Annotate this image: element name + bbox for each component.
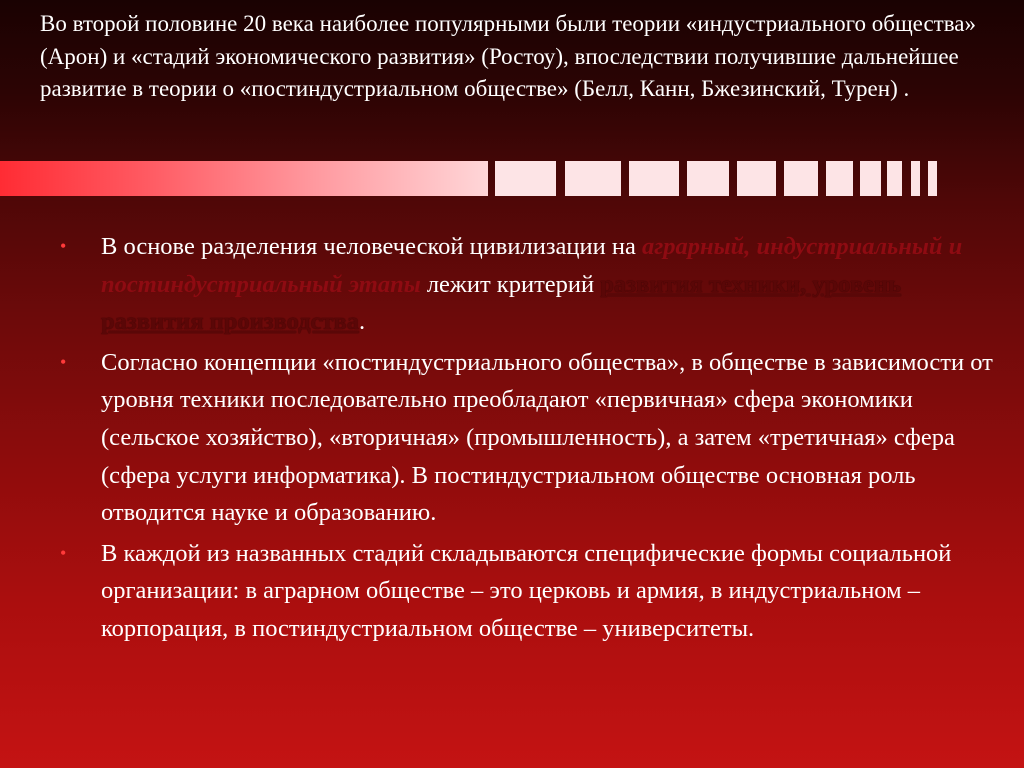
stripe-block <box>737 161 776 196</box>
stripe-block <box>687 161 729 196</box>
bullet-marker: • <box>60 351 67 372</box>
stripe-block <box>629 161 679 196</box>
bullet-item <box>60 535 1000 648</box>
bullet-list <box>60 228 1000 651</box>
bullet-item <box>60 228 1000 341</box>
stripe-block <box>860 161 881 196</box>
stripe-block <box>887 161 902 196</box>
stripe-block <box>826 161 853 196</box>
bullet-text: В каждой из названных стадий складываются специфические формы социальной организации: в аграрном обществе – это церковь и армия, в индустриальном – корпорация, в постиндустриальном обществе – университеты. <box>101 539 952 642</box>
stripe-block <box>784 161 818 196</box>
bullet-text: лежит критерий <box>420 270 601 298</box>
stripe-block <box>928 161 937 196</box>
emphasis-stages: аграрный, индустриальный и постиндустриальный этапы <box>101 233 963 298</box>
bullet-text: Согласно концепции «постиндустриального общества», в обществе в зависимости от уровня техники последовательно преобладают «первичная» сфера экономики (сельское хозяйство), «вторичная» (промышленность), а затем «третичная» сфера (сфера услуги информатика). В постиндустриальном обществе основная роль отводится науке и образованию. <box>101 348 993 527</box>
stripe-block <box>495 161 556 196</box>
bullet-text: . <box>358 308 366 336</box>
bullet-marker: • <box>60 236 67 256</box>
bullet-item <box>60 344 1000 532</box>
emphasis-criterion: развития техники, уровень развития производства <box>101 270 901 336</box>
stripe-block <box>911 161 920 196</box>
bullet-text: В основе разделения человеческой цивилизации на <box>101 233 642 260</box>
bullet-marker: • <box>60 542 67 563</box>
stripe-block <box>565 161 621 196</box>
stripe-gradient-bar <box>0 161 488 196</box>
slide-title: Во второй половине 20 века наиболее популярными были теории «индустриального общества» (Арон) и «стадий экономического развития» (Ростоу), впоследствии получившие дальнейшее развитие в теории о «постиндустриальном обществе» (Белл, Канн, Бжезинский, Турен) . <box>40 11 976 101</box>
